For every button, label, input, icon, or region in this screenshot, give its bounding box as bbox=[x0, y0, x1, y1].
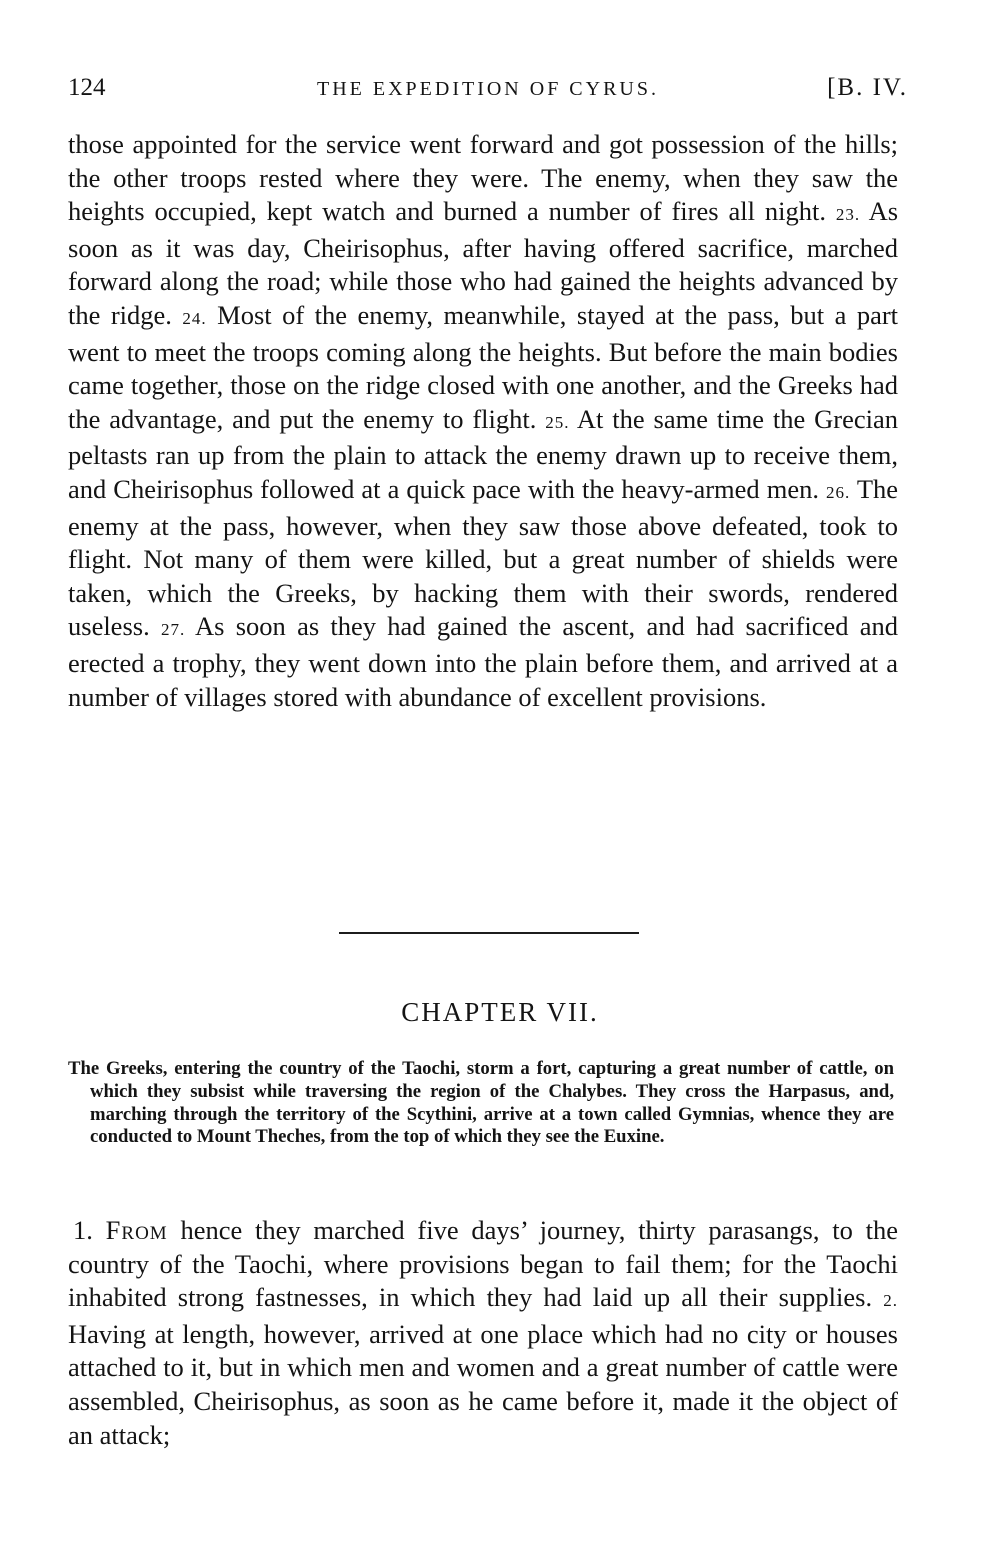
chapter-opening-paragraph bbox=[68, 1214, 898, 1452]
chapter-summary: The Greeks, entering the country of the Taochi, storm a fort, capturing a great number of cattle, on which they subsist while traversing the region of the Chalybes. They cross the Harpasus, and, marching through the territory of the Scythini, arrive at a town called Gymnias, whence they are conducted to Mount Theches, from the top of which they see the Euxine. bbox=[68, 1058, 894, 1148]
section-number: 2. bbox=[883, 1291, 899, 1311]
text-segment: At the same time the Grecian peltasts ran up from the plain to attack the enemy drawn up to receive them, and Cheirisophus followed at a quick pace with the heavy-armed men. bbox=[68, 403, 898, 504]
section-number: 1. bbox=[73, 1215, 93, 1245]
section-number: 23. bbox=[835, 205, 861, 225]
section-number: 24. bbox=[182, 308, 207, 328]
chapter-heading: CHAPTER VII. bbox=[401, 997, 599, 1027]
text-segment: Having at length, however, arrived at one place which had no city or houses attached to it, but in which men and women and a great number of cattle were assembled, Cheirisophus, as soon as he came before it, made it the object of an attack; bbox=[68, 1318, 898, 1450]
running-head bbox=[68, 74, 908, 108]
section-number: 26. bbox=[826, 482, 851, 502]
opening-word: From bbox=[105, 1215, 168, 1245]
text-segment: Most of the enemy, meanwhile, stayed at the pass, but a part went to meet the troops coming along the heights. But before the main bodies came together, those on the ridge closed with one another, and the Greeks had the advantage, and put the enemy to flight. bbox=[68, 299, 899, 434]
text-segment: As soon as they had gained the ascent, and had sacrificed and erected a trophy, they went down into the plain before them, and arrived at a number of villages stored with abundance of excellent provisions. bbox=[68, 611, 899, 712]
text-segment: hence they marched five days’ journey, thirty parasangs, to the country of the Taochi, where provisions began to fail them; for the Taochi inhabited strong fastnesses, in which they had laid up all their supplies. bbox=[68, 1215, 899, 1313]
section-number: 27. bbox=[160, 620, 186, 640]
continued-paragraph bbox=[68, 128, 898, 714]
book-reference: [B. IV. bbox=[827, 74, 908, 101]
page-number: 124 bbox=[68, 74, 106, 101]
section-divider bbox=[339, 932, 639, 934]
text-segment: As soon as it was day, Cheirisophus, after having offered sacrifice, marched forward along the road; while those who had gained the heights advanced by the ridge. bbox=[68, 196, 899, 330]
text-segment: those appointed for the service went forward and got possession of the hills; the other troops rested where they were. The enemy, when they saw the heights occupied, kept watch and burned a number of fires all night. bbox=[68, 129, 898, 227]
section-number: 25. bbox=[545, 412, 570, 432]
running-title: THE EXPEDITION OF CYRUS. bbox=[317, 78, 659, 100]
text-segment: The enemy at the pass, however, when they saw those above defeated, took to flight. Not many of them were killed, but a great number of shields were taken, which the Greeks, by hacking them with their swords, rendered useless. bbox=[68, 473, 899, 642]
